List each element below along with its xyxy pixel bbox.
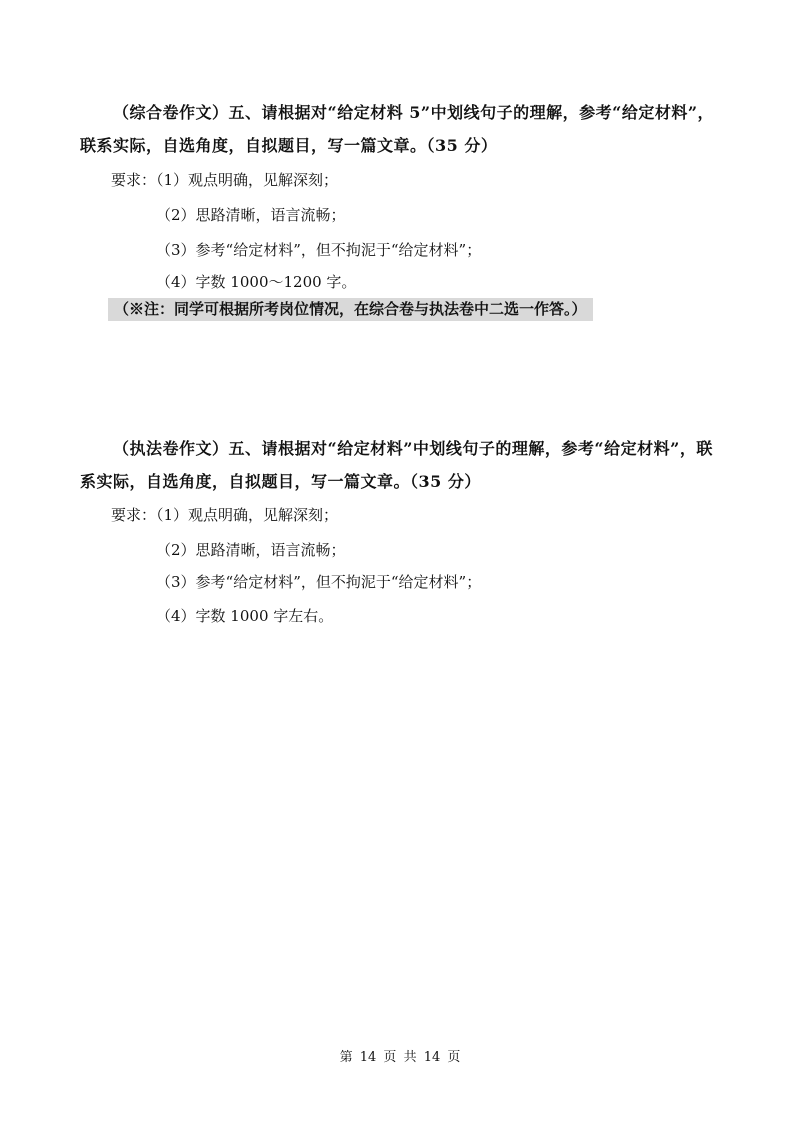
composite-question-line1: （综合卷作文）五、请根据对“给定材料 5”中划线句子的理解，参考“给定材料”， [113, 103, 715, 122]
enforcement-question-line2: 系实际，自选角度，自拟题目，写一篇文章。（35 分） [80, 472, 481, 491]
composite-question-line2: 联系实际，自选角度，自拟题目，写一篇文章。（35 分） [80, 136, 498, 155]
requirement-item-1: （1）观点明确，见解深刻； [156, 506, 339, 524]
requirements-label: 要求： [111, 506, 157, 524]
page-number-footer: 第 14 页 共 14 页 [339, 1050, 461, 1065]
requirement-item-3: （3）参考“给定材料”，但不拘泥于“给定材料”； [156, 573, 482, 591]
composite-essay-question [80, 96, 730, 162]
requirement-item-1: （1）观点明确，见解深刻； [156, 171, 339, 189]
requirement-item-2: （2）思路清晰，语言流畅； [156, 206, 346, 224]
requirement-item-3: （3）参考“给定材料”，但不拘泥于“给定材料”； [156, 241, 482, 259]
enforcement-essay-question [80, 432, 730, 498]
requirements-label: 要求： [111, 171, 157, 189]
requirement-item-2: （2）思路清晰，语言流畅； [156, 541, 346, 559]
requirement-item-4: （4）字数 1000～1200 字。 [156, 273, 357, 291]
enforcement-question-line1: （执法卷作文）五、请根据对“给定材料”中划线句子的理解，参考“给定材料”，联 [113, 439, 713, 458]
requirement-item-4: （4）字数 1000 字左右。 [156, 607, 334, 625]
composite-requirements [111, 170, 338, 190]
enforcement-requirements [111, 505, 338, 525]
exam-note-highlight: （※注：同学可根据所考岗位情况，在综合卷与执法卷中二选一作答。） [108, 298, 593, 321]
